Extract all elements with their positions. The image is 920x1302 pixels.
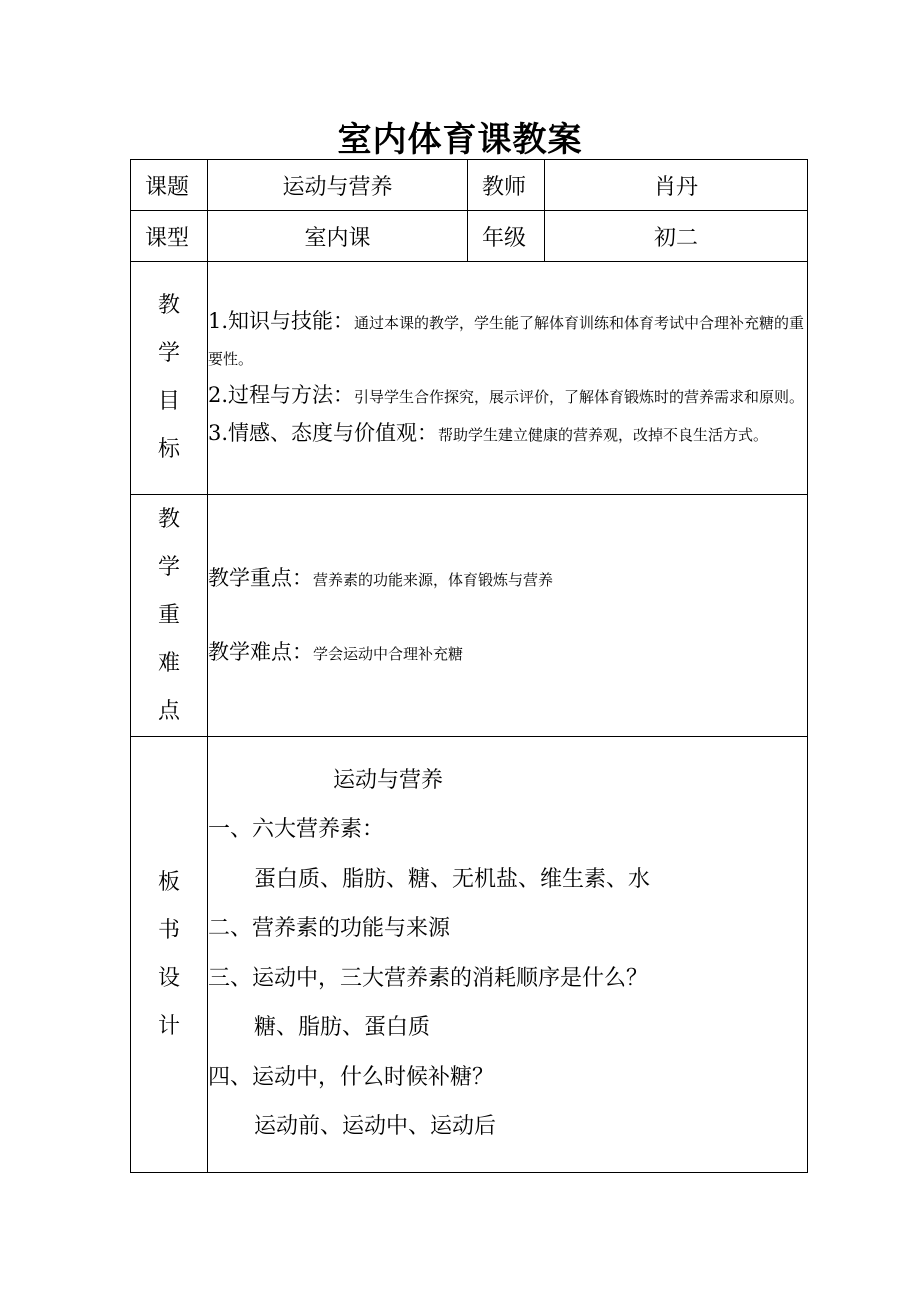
- goal-item: 1.知识与技能：通过本课的教学，学生能了解体育训练和体育考试中合理补充糖的重要性。: [208, 309, 805, 368]
- board-content: [208, 737, 808, 1173]
- board-line: 糖、脂肪、蛋白质: [254, 1015, 431, 1041]
- board-line: 一、六大营养素：: [208, 817, 385, 843]
- topic-value: 运动与营养: [208, 160, 468, 211]
- keypoint-item: 教学重点：营养素的功能来源，体育锻炼与营养: [208, 565, 554, 590]
- keypoint-item: 教学难点：学会运动中合理补充糖: [208, 639, 464, 664]
- lesson-plan-table: [130, 159, 808, 1173]
- teacher-label: 教师: [468, 160, 545, 211]
- board-line: 四、运动中，什么时候补糖？: [208, 1064, 495, 1090]
- goal-item: 3.情感、态度与价值观：帮助学生建立健康的营养观，改掉不良生活方式。: [208, 421, 769, 445]
- board-label: 板 书 设 计: [131, 737, 208, 1173]
- type-value: 室内课: [208, 211, 468, 262]
- goal-item: 2.过程与方法：引导学生合作探究，展示评价，了解体育锻炼时的营养需求和原则。: [208, 383, 805, 407]
- board-line: 三、运动中，三大营养素的消耗顺序是什么？: [208, 965, 649, 991]
- teacher-value: 肖丹: [545, 160, 808, 211]
- keypoints-label: 教 学 重 难 点: [131, 495, 208, 737]
- goals-label: 教 学 目 标: [131, 262, 208, 495]
- type-row: [131, 211, 808, 262]
- keypoints-content: [208, 495, 808, 737]
- page-title: 室内体育课教案: [337, 120, 583, 160]
- board-row: [131, 737, 808, 1173]
- goals-content: [208, 262, 808, 495]
- type-label: 课型: [131, 211, 208, 262]
- grade-value: 初二: [545, 211, 808, 262]
- keypoints-row: [131, 495, 808, 737]
- grade-label: 年级: [468, 211, 545, 262]
- goals-row: [131, 262, 808, 495]
- topic-row: [131, 160, 808, 211]
- board-line: 运动前、运动中、运动后: [254, 1114, 497, 1140]
- board-line: 二、营养素的功能与来源: [208, 916, 451, 942]
- board-line: 蛋白质、脂肪、糖、无机盐、维生素、水: [254, 866, 651, 892]
- topic-label: 课题: [131, 160, 208, 211]
- board-title: 运动与营养: [333, 768, 444, 794]
